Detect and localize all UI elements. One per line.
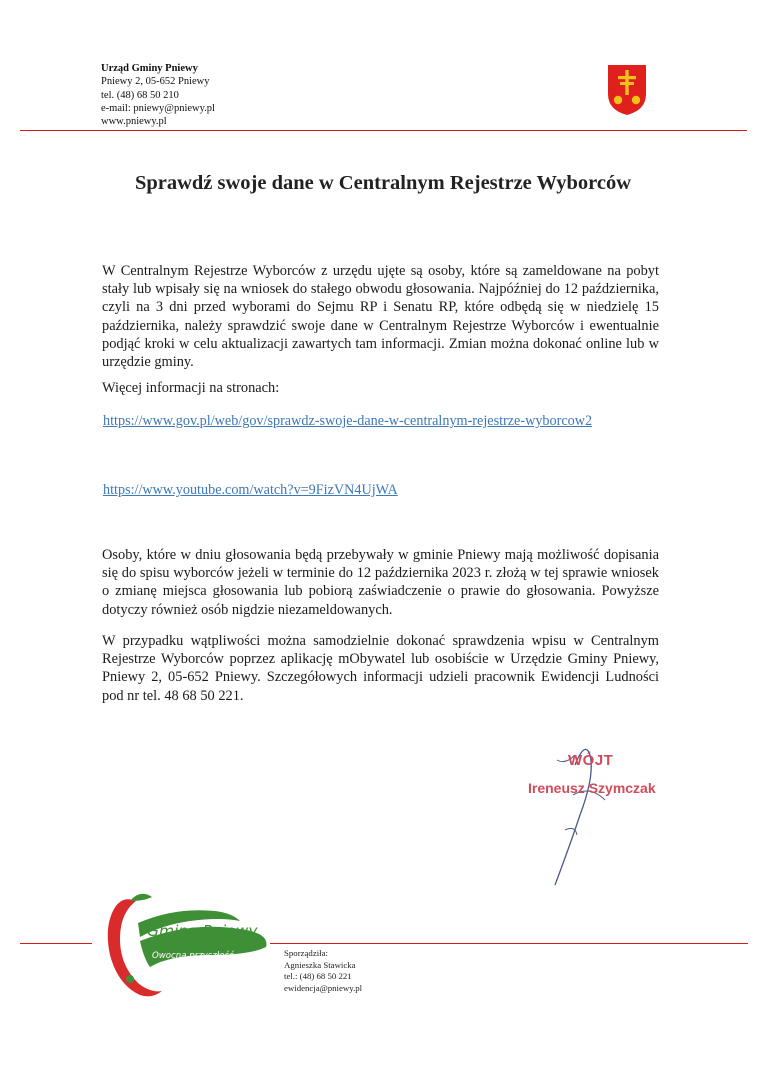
office-email: e-mail: pniewy@pniewy.pl xyxy=(101,102,215,114)
gmina-logo-icon xyxy=(100,893,275,1003)
stamp-name: Ireneusz Szymczak xyxy=(528,780,656,796)
document-title: Sprawdź swoje dane w Centralnym Rejestrze Wyborców xyxy=(134,172,632,194)
office-name: Urząd Gminy Pniewy xyxy=(101,63,198,74)
office-phone: tel. (48) 68 50 210 xyxy=(101,89,179,101)
footer-divider-left xyxy=(20,943,92,944)
gov-link[interactable]: https://www.gov.pl/web/gov/sprawdz-swoje-dane-w-centralnym-rejestrze-wyborcow2 xyxy=(103,413,593,429)
coat-of-arms-icon xyxy=(607,64,647,116)
logo-slogan: Owocna przyszłość xyxy=(152,951,234,961)
stamp-title: WÓJT xyxy=(568,752,614,769)
youtube-link[interactable]: https://www.youtube.com/watch?v=9FizVN4UjWA xyxy=(103,482,398,498)
footer-phone: tel.: (48) 68 50 221 xyxy=(284,971,352,982)
office-website: www.pniewy.pl xyxy=(101,116,167,128)
paragraph-voter-list: Osoby, które w dniu głosowania będą przebywały w gminie Pniewy mają możliwość dopisania się do spisu wyborców jeżeli w terminie do 12 października 2023 r. złożą w tej sprawie wniosek o zmianę miejsca głosowania lub pobiorą zaświadczenie o prawie do głosowania. Powyższe dotyczy również osób nigdzie niezameldowanych. xyxy=(102,547,659,618)
logo-name: Gmina Pniewy xyxy=(147,922,258,940)
footer-email: ewidencja@pniewy.pl xyxy=(284,982,363,993)
paragraph-verification: W przypadku wątpliwości można samodzielnie dokonać sprawdzenia wpisu w Centralnym Rejestrze Wyborców poprzez aplikację mObywatel lub osobiście w Urzędzie Gminy Pniewy, Pniewy 2, 05-652 Pniewy. Szczegółowych informacji udzieli pracownik Ewidencji Ludności pod nr tel. 48 68 50 221. xyxy=(102,633,659,704)
letterhead xyxy=(101,62,215,128)
header-divider xyxy=(20,130,747,131)
paragraph-more-info: Więcej informacji na stronach: xyxy=(102,380,280,396)
footer-author: Agnieszka Stawicka xyxy=(284,959,356,970)
footer-label: Sporządziła: xyxy=(284,948,328,958)
paragraph-registry-info: W Centralnym Rejestrze Wyborców z urzędu ujęte są osoby, które są zameldowane na pobyt stały lub wpisały się na wniosek do stałego obwodu głosowania. Najpóźniej do 12 października, czyli na 3 dni przed wyborami do Sejmu RP i Senatu RP, które odbędą się w niedzielę 15 października, należy sprawdzić swoje dane w Centralnym Rejestrze Wyborców i ewentualnie podjąć kroki w celu aktualizacji zawartych tam informacji. Zmian można dokonać online lub w urzędzie gminy. xyxy=(102,263,659,371)
footer-divider-right xyxy=(270,943,748,944)
office-address: Pniewy 2, 05-652 Pniewy xyxy=(101,76,210,88)
footer-prepared-by xyxy=(284,948,362,994)
